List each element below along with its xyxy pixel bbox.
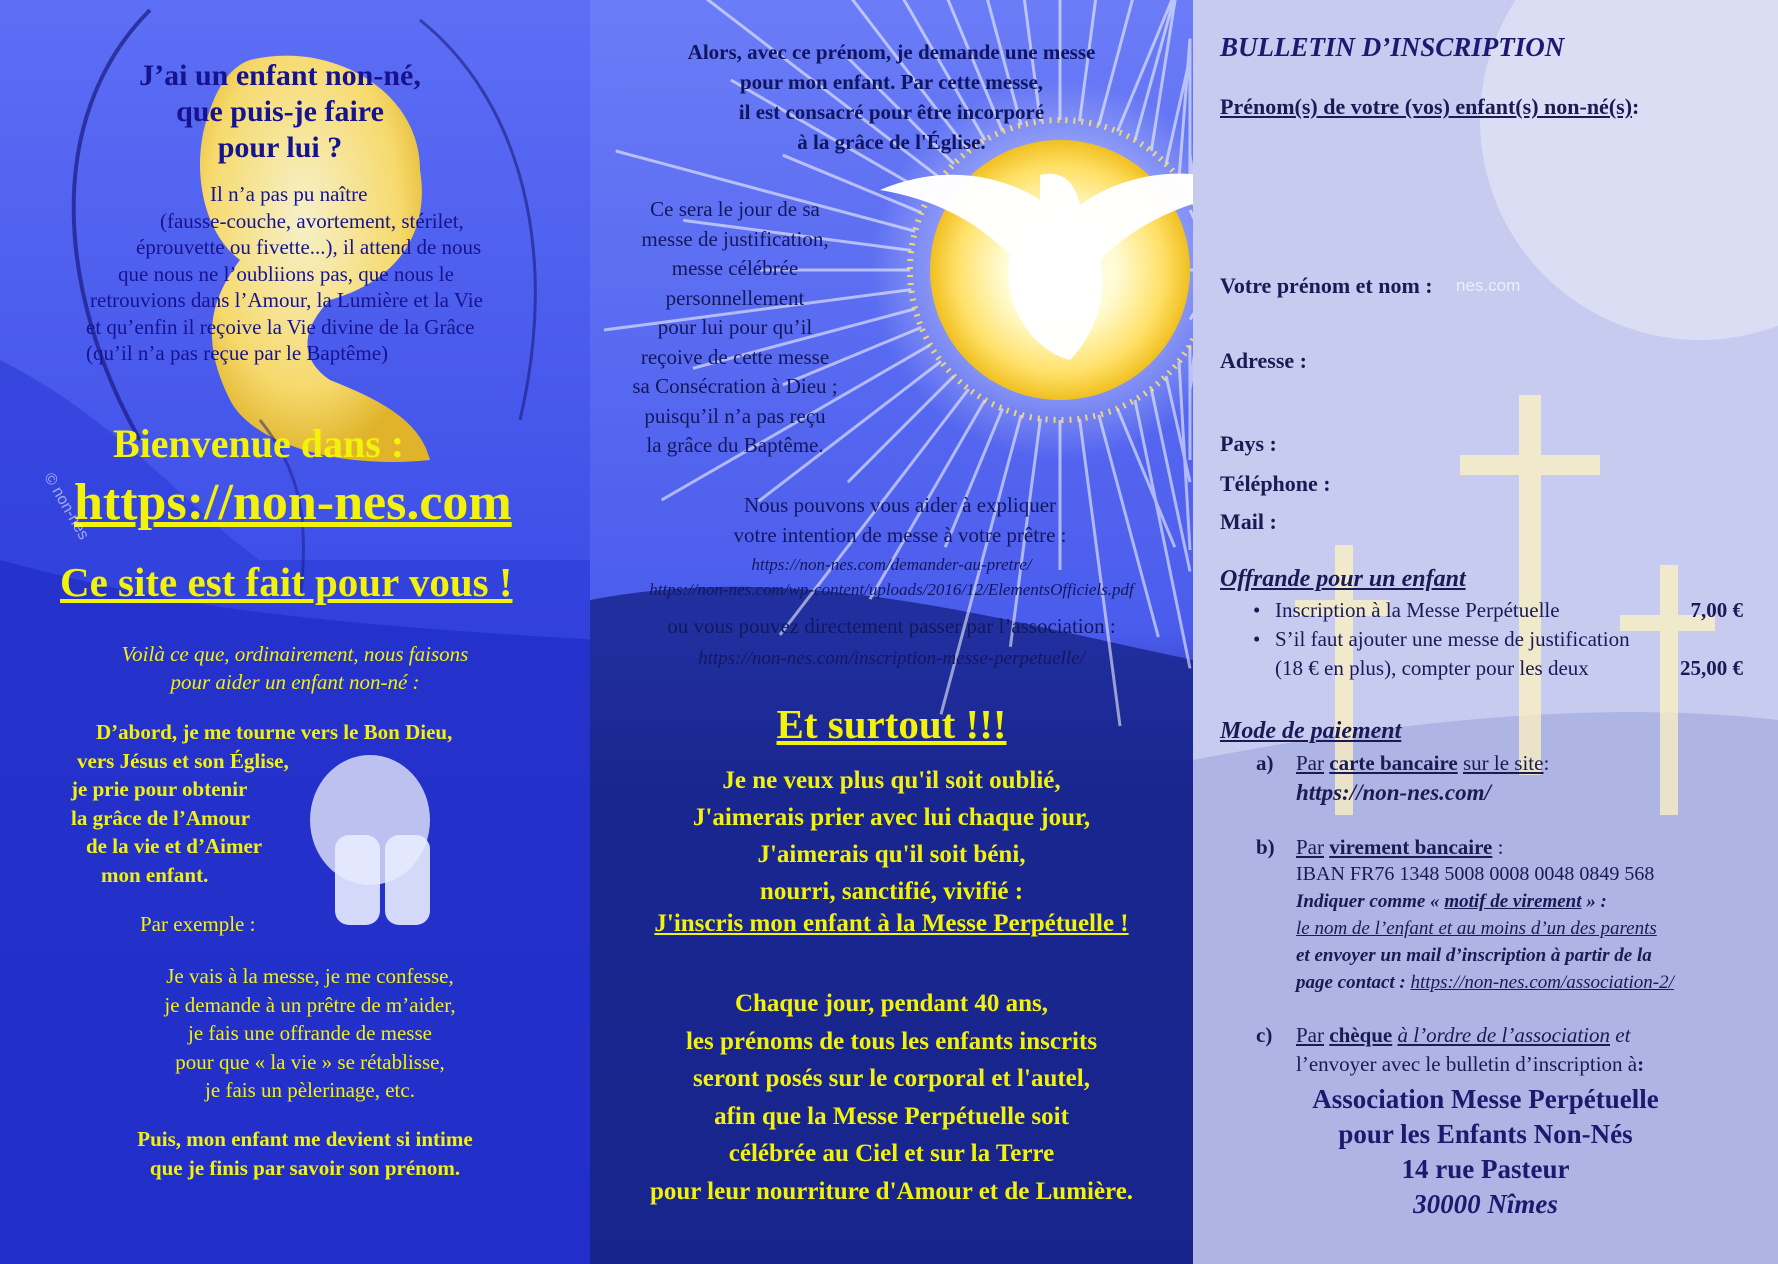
intimate-line: Puis, mon enfant me devient si intime — [137, 1127, 473, 1151]
payment-prefix: Par — [1296, 1023, 1324, 1047]
form-title: BULLETIN D’INSCRIPTION — [1220, 32, 1565, 62]
card-payment-url[interactable]: https://non-nes.com/ — [1296, 780, 1491, 805]
left-title-line: J’ai un enfant non-né, — [139, 59, 421, 92]
payment-body — [1296, 748, 1756, 808]
contact-page-link[interactable]: https://non-nes.com/association-2/ — [1410, 972, 1674, 993]
phone-label: Téléphone : — [1220, 471, 1331, 496]
help-line: Nous pouvons vous aider à expliquer — [743, 493, 1057, 517]
indicate-motif: motif de virement — [1444, 891, 1582, 912]
bullet-icon: • — [1253, 598, 1261, 622]
link-elements-officiels[interactable]: https://non-nes.com/wp-content/uploads/2016/12/ElementsOfficiels.pdf — [649, 580, 1134, 599]
justification-line: messe de justification, — [641, 226, 829, 251]
surtout-heading: Et surtout !!! — [776, 701, 1007, 747]
registration-panel — [1193, 0, 1778, 1264]
offering-item-price: 25,00 € — [1680, 656, 1743, 680]
usual-line: pour aider un enfant non-né : — [170, 670, 420, 694]
wish-line: J'aimerais qu'il soit béni, — [757, 841, 1026, 868]
or-association-text: ou vous pouvez directement passer par l’association : — [667, 614, 1116, 638]
left-title-line: pour lui ? — [217, 131, 343, 164]
first-line: de la vie et d’Aimer — [86, 834, 263, 858]
request-line: il est consacré pour être incorporé — [738, 100, 1045, 124]
watermark-text: © non-nes — [40, 470, 93, 543]
payment-method: virement bancaire — [1329, 835, 1493, 859]
indicate-post: » : — [1586, 891, 1607, 912]
left-panel — [0, 0, 590, 1264]
children-names-label — [1220, 94, 1639, 120]
name-label: Votre prénom et nom : — [1220, 273, 1433, 298]
justification-line: puisqu’il n’a pas reçu — [644, 403, 826, 428]
children-names-colon: : — [1632, 94, 1640, 119]
first-text — [68, 718, 548, 889]
justification-line: la grâce du Baptême. — [646, 433, 824, 457]
example-line: je fais une offrande de messe — [188, 1021, 432, 1045]
payment-option-cheque — [1256, 1021, 1756, 1091]
send-mail-prefix: page contact : — [1296, 972, 1406, 993]
payment-order: à l’ordre de l’association — [1397, 1023, 1611, 1047]
example-line: pour que « la vie » se rétablisse, — [175, 1049, 445, 1074]
cheque-send-text: l’envoyer avec le bulletin d’inscription à — [1296, 1052, 1638, 1076]
request-line: Alors, avec ce prénom, je demande une messe — [687, 40, 1096, 64]
wish-text — [590, 762, 1193, 910]
usual-text — [80, 640, 510, 696]
association-line: 14 rue Pasteur — [1401, 1154, 1570, 1184]
left-title — [115, 58, 445, 166]
intimate-line: que je finis par savoir son prénom. — [149, 1156, 461, 1180]
offering-title: Offrande pour un enfant — [1220, 566, 1466, 592]
children-names-text: Prénom(s) de votre (vos) enfant(s) non-né(s) — [1220, 94, 1633, 119]
wish-line: Je ne veux plus qu'il soit oublié, — [722, 767, 1061, 794]
payment-letter: c) — [1256, 1023, 1273, 1047]
mail-label: Mail : — [1220, 509, 1277, 534]
send-mail-text-2 — [1296, 969, 1776, 996]
daily-line: Chaque jour, pendant 40 ans, — [734, 990, 1049, 1017]
payment-suffix: sur le site — [1462, 751, 1544, 775]
association-city: 30000 Nîmes — [1413, 1189, 1558, 1219]
intro-line: que nous ne l’oubliions pas, que nous le — [118, 261, 454, 286]
daily-line: afin que la Messe Perpétuelle soit — [714, 1102, 1069, 1130]
iban-text: IBAN FR76 1348 5008 0008 0048 0849 568 — [1296, 863, 1655, 885]
intro-line: Il n’a pas pu naître — [210, 182, 368, 206]
payment-option-card — [1256, 748, 1756, 818]
intro-line: et qu’enfin il reçoive la Vie divine de la Grâce — [86, 314, 475, 339]
offering-item — [1253, 596, 1743, 625]
first-line: vers Jésus et son Église, — [77, 748, 289, 773]
payment-method: carte bancaire — [1329, 751, 1458, 775]
association-address — [1223, 1082, 1748, 1222]
request-line: à la grâce de l'Église. — [797, 130, 986, 154]
offering-item-text: (18 € en plus), compter pour les deux — [1275, 656, 1589, 680]
intro-line: retrouvions dans l’Amour, la Lumière et la Vie — [90, 288, 483, 312]
intro-line: éprouvette ou fivette...), il attend de nous — [136, 235, 482, 259]
request-line: pour mon enfant. Par cette messe, — [739, 70, 1044, 94]
link-demander-au-pretre[interactable]: https://non-nes.com/demander-au-pretre/ — [751, 555, 1032, 574]
left-intro — [70, 181, 590, 367]
justification-line: Ce sera le jour de sa — [650, 197, 820, 221]
indicate-pre: Indiquer comme « — [1296, 891, 1440, 912]
link-inscription-messe[interactable]: https://non-nes.com/inscription-messe-perpetuelle/ — [698, 648, 1085, 669]
offering-item — [1253, 625, 1743, 654]
wish-line: J'aimerais prier avec lui chaque jour, — [692, 804, 1091, 831]
address-field[interactable] — [1343, 345, 1753, 415]
country-label: Pays : — [1220, 431, 1277, 456]
help-line: votre intention de messe à votre prêtre : — [733, 523, 1067, 547]
intro-line: (qu’il n’a pas reçue par le Baptême) — [86, 341, 389, 365]
left-title-line: que puis-je faire — [176, 95, 384, 128]
offering-item-text: S’il faut ajouter une messe de justification — [1275, 627, 1630, 651]
payment-title: Mode de paiement — [1220, 718, 1402, 744]
example-line: Je vais à la messe, je me confesse, — [166, 964, 454, 988]
address-label: Adresse : — [1220, 348, 1307, 373]
transfer-names-text: le nom de l’enfant et au moins d’un des parents — [1296, 918, 1657, 939]
daily-line: les prénoms de tous les enfants inscrits — [685, 1027, 1098, 1055]
daily-line: seront posés sur le corporal et l'autel, — [693, 1065, 1090, 1092]
justification-text — [610, 195, 860, 461]
payment-colon: : — [1637, 1052, 1645, 1076]
first-line: je prie pour obtenir — [71, 777, 248, 801]
payment-letter: a) — [1256, 751, 1274, 775]
wish-line: nourri, sanctifié, vivifié : — [759, 878, 1024, 905]
daily-line: célébrée au Ciel et sur la Terre — [728, 1140, 1055, 1167]
usual-line: Voilà ce que, ordinairement, nous faisons — [121, 642, 469, 666]
payment-body — [1296, 1021, 1756, 1079]
payment-method: chèque — [1329, 1023, 1393, 1047]
bullet-icon: • — [1253, 627, 1261, 651]
help-text — [630, 490, 1170, 550]
offering-item-text: Inscription à la Messe Perpétuelle — [1275, 598, 1560, 622]
send-mail-text: et envoyer un mail d’inscription à partir de la — [1296, 945, 1652, 966]
example-label: Par exemple : — [140, 912, 256, 936]
first-line: D’abord, je me tourne vers le Bon Dieu, — [96, 720, 453, 744]
payment-prefix: Par — [1296, 835, 1324, 859]
justification-line: reçoive de cette messe — [640, 344, 830, 369]
example-text — [100, 962, 520, 1105]
intimate-text — [80, 1125, 530, 1183]
daily-line: pour leur nourriture d'Amour et de Lumière. — [649, 1177, 1134, 1205]
payment-prefix: Par — [1296, 751, 1324, 775]
payment-and: et — [1615, 1023, 1631, 1047]
payment-letter: b) — [1256, 835, 1275, 859]
payment-colon: : — [1497, 835, 1504, 859]
justification-line: sa Consécration à Dieu ; — [632, 374, 838, 398]
children-names-field[interactable] — [1220, 130, 1750, 260]
mass-request-text — [590, 37, 1193, 157]
middle-panel — [590, 0, 1193, 1264]
offering-item-price: 7,00 € — [1690, 598, 1743, 622]
justification-line: messe célébrée — [671, 256, 799, 280]
association-line: Association Messe Perpétuelle — [1312, 1084, 1659, 1114]
example-line: je demande à un prêtre de m’aider, — [164, 992, 456, 1017]
welcome-heading: Bienvenue dans : — [113, 421, 405, 466]
indicate-text — [1296, 888, 1776, 915]
offering-list — [1253, 596, 1743, 683]
payment-option-transfer — [1256, 834, 1756, 994]
watermark-text: nes.com — [1456, 276, 1521, 295]
intro-line: (fausse-couche, avortement, stérilet, — [160, 208, 464, 233]
justification-line: personnellement — [665, 285, 805, 310]
example-line: je fais un pèlerinage, etc. — [205, 1078, 415, 1102]
payment-colon: : — [1543, 751, 1550, 775]
inscris-heading: J'inscris mon enfant à la Messe Perpétuelle ! — [654, 910, 1129, 937]
payment-body — [1296, 834, 1776, 996]
site-for-you-heading: Ce site est fait pour vous ! — [60, 559, 513, 605]
daily-text — [590, 985, 1193, 1210]
first-line: mon enfant. — [101, 862, 209, 887]
site-url-link[interactable]: https://non-nes.com — [74, 474, 512, 531]
association-line: pour les Enfants Non-Nés — [1338, 1119, 1633, 1149]
justification-line: pour lui pour qu’il — [657, 315, 813, 339]
offering-item — [1253, 654, 1743, 683]
first-line: la grâce de l’Amour — [71, 805, 251, 830]
